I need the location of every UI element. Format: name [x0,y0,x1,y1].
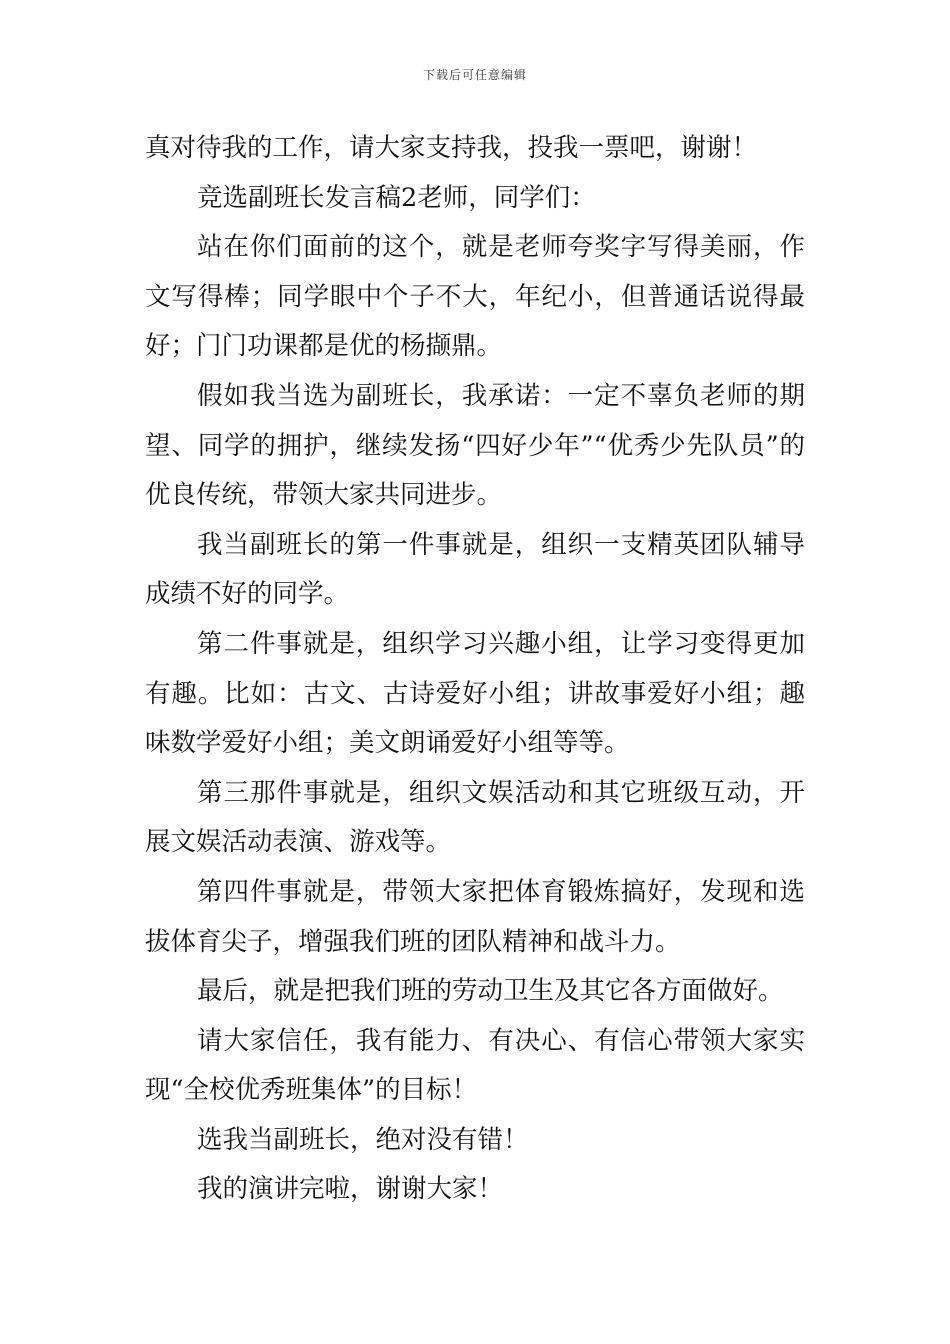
paragraph-continuation: 真对待我的工作，请大家支持我，投我一票吧，谢谢！ [145,133,758,163]
paragraph-promise: 假如我当选为副班长，我承诺：一定不辜负老师的期望、同学的拥护，继续发扬“四好少年”“优秀少先队员”的优良传统，带领大家共同进步。 [145,380,805,511]
paragraph-vote: 选我当副班长，绝对没有错！ [197,1124,529,1155]
paragraph-fourth-task: 第四件事就是，带领大家把体育锻炼搞好，发现和选拔体育尖子，增强我们班的团队精神和战斗力。 [145,876,805,957]
paragraph-first-task: 我当副班长的第一件事就是，组织一支精英团队辅导成绩不好的同学。 [145,529,805,610]
paragraph-title-greeting: 竞选副班长发言稿2老师，同学们： [197,182,596,213]
paragraph-self-introduction: 站在你们面前的这个，就是老师夸奖字写得美丽，作文写得棒；同学眼中个子不大，年纪小，但普通话说得最好；门门功课都是优的杨撷鼎。 [145,232,805,362]
paragraph-closing: 我的演讲完啦，谢谢大家！ [197,1174,504,1205]
page-header-note: 下载后可任意编辑 [422,68,527,82]
paragraph-second-task: 第二件事就是，组织学习兴趣小组，让学习变得更加有趣。比如：古文、古诗爱好小组；讲故事爱好小组；趣味数学爱好小组；美文朗诵爱好小组等等。 [145,628,805,759]
paragraph-finally: 最后，就是把我们班的劳动卫生及其它各方面做好。 [197,976,784,1007]
paragraph-trust: 请大家信任，我有能力、有决心、有信心带领大家实现“全校优秀班集体”的目标！ [145,1025,805,1106]
document-body [145,124,805,1215]
paragraph-third-task: 第三那件事就是，组织文娱活动和其它班级互动，开展文娱活动表演、游戏等。 [145,777,805,858]
